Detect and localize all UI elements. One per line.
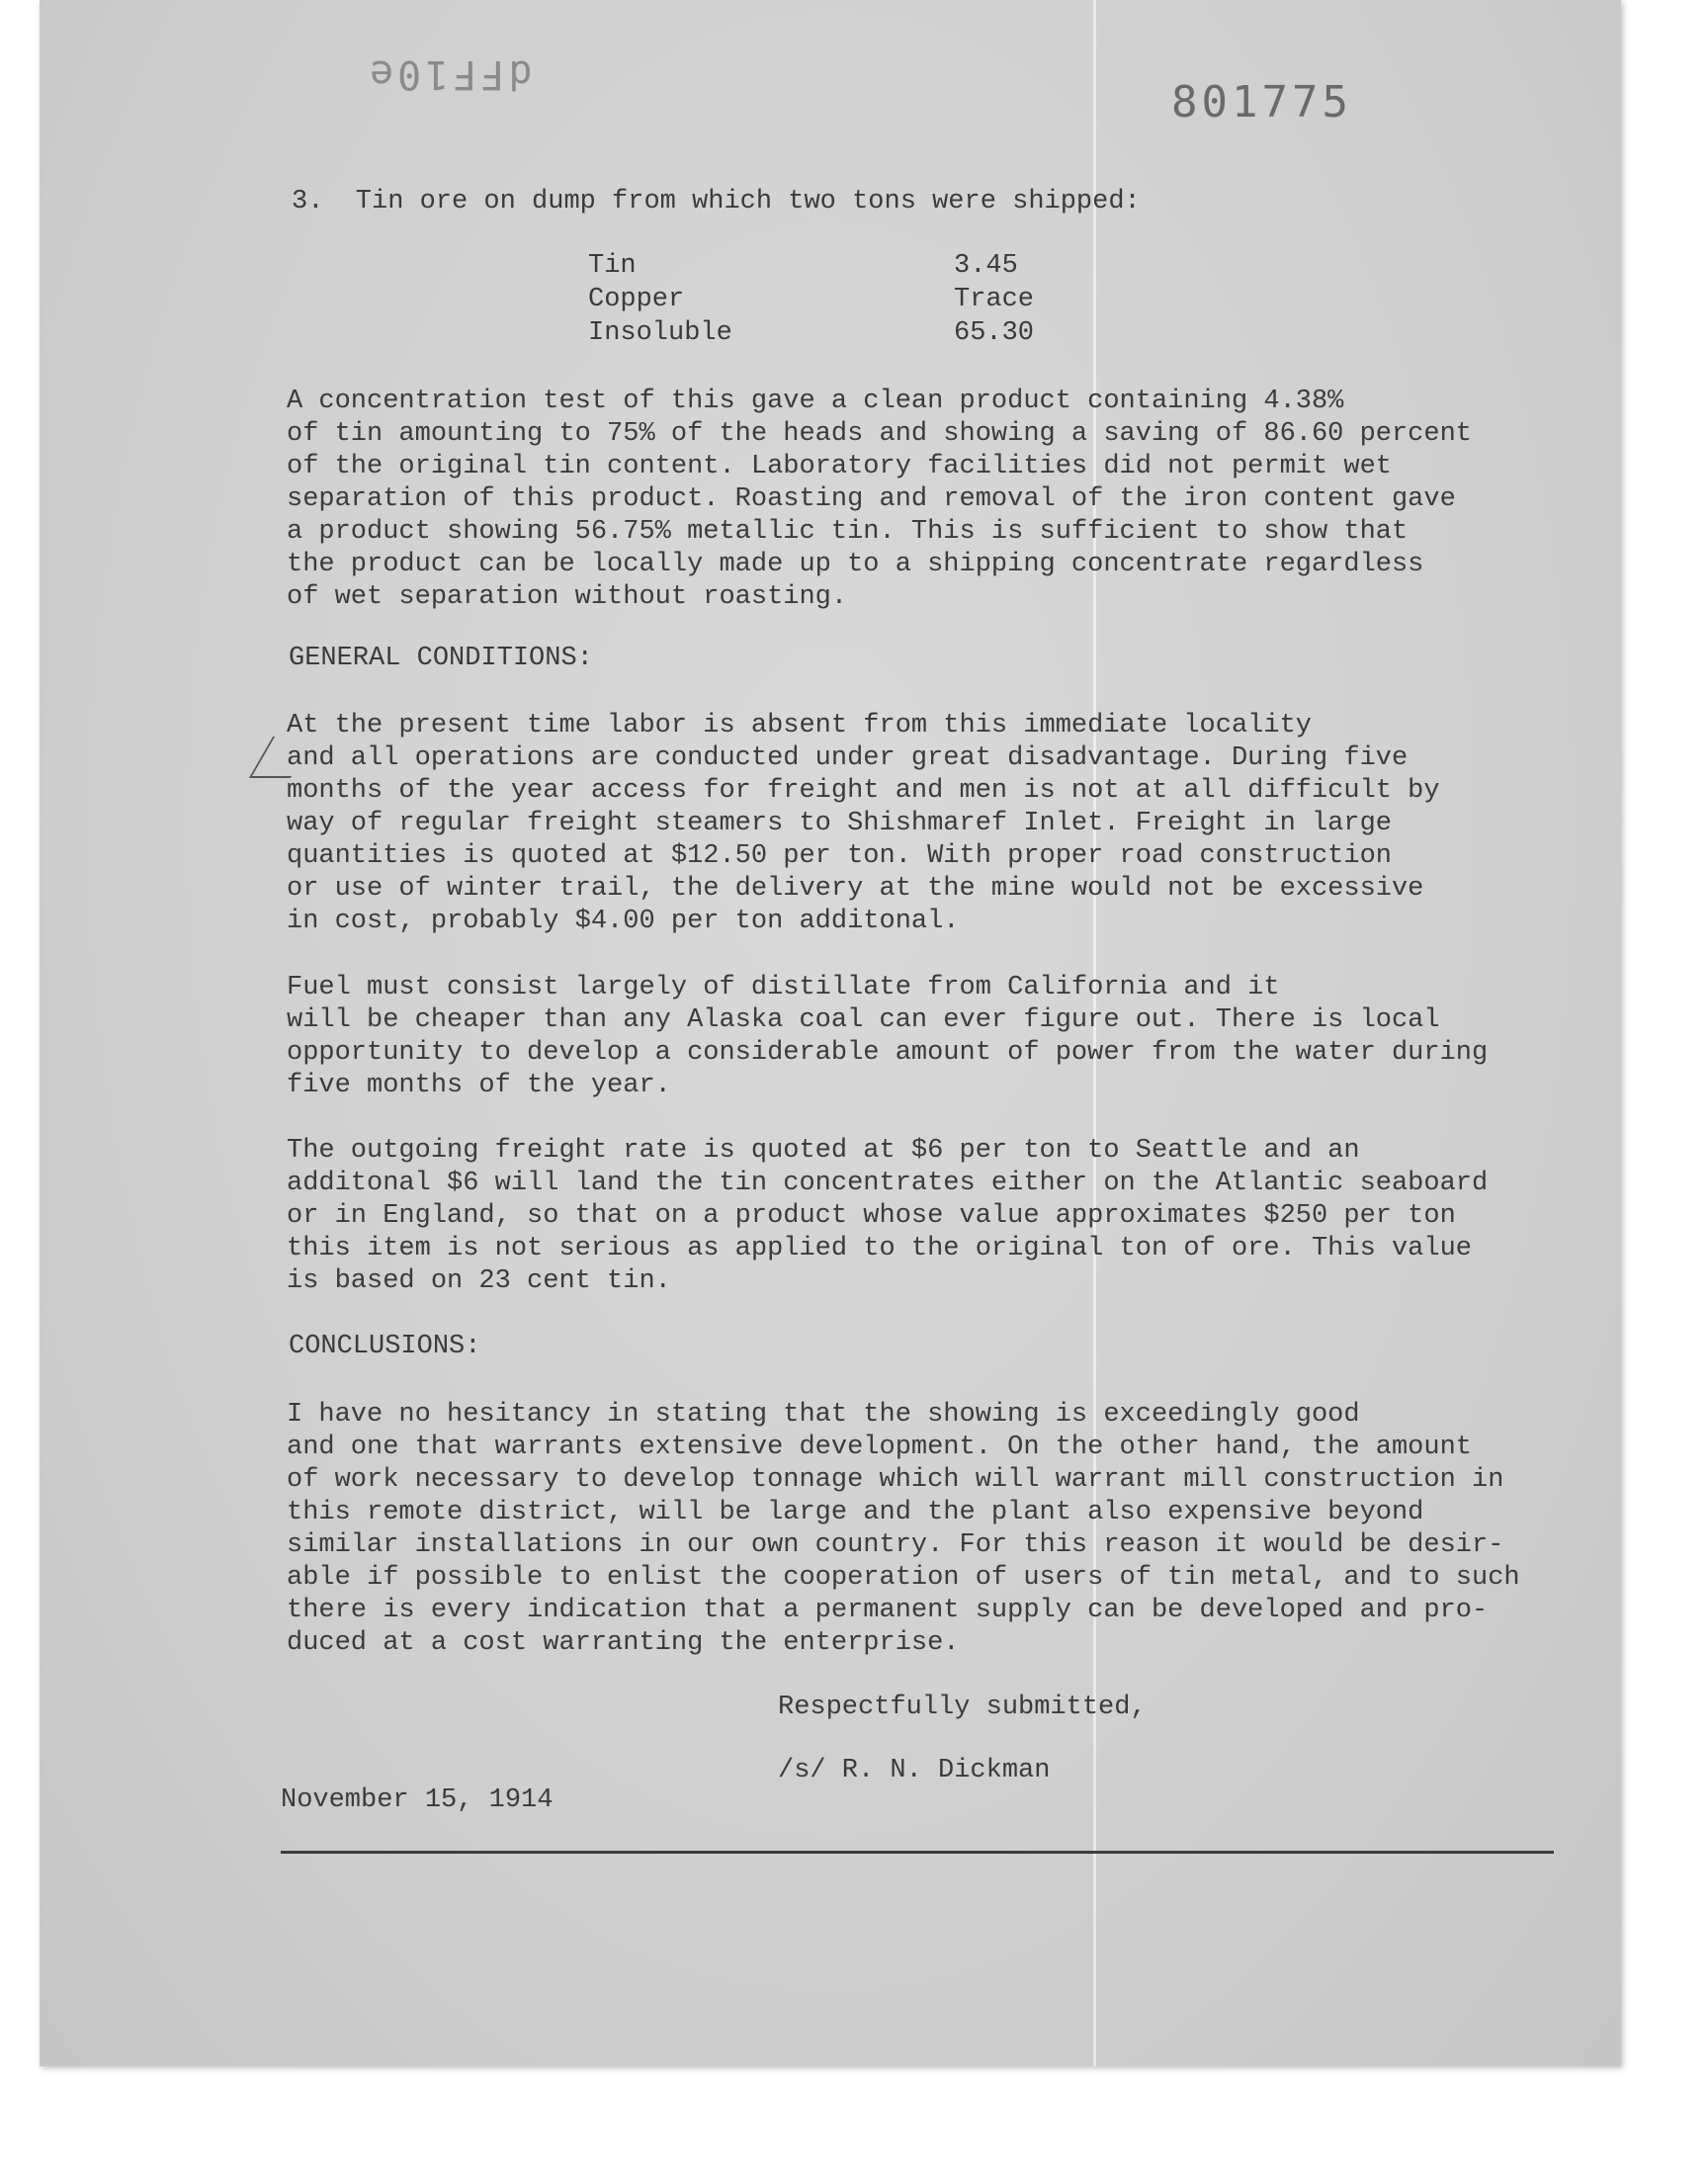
ore-assay-label: Copper	[588, 285, 685, 314]
ore-assay-table	[588, 249, 1043, 350]
concentration-test-paragraph: A concentration test of this gave a clean product containing 4.38% of tin amounting to 75% of the heads and showing a saving of 86.60 percent of the original tin content. Laboratory facilities did not permit wet separation of this product. Roasting and removal of the iron content gave a product showing 56.75% metallic tin. This is sufficient to show that the product can be locally made up to a shipping concentrate regardless of wet separation without roasting.	[287, 387, 1472, 612]
labor-freight-paragraph: At the present time labor is absent from this immediate locality and all operations are conducted under great disadvantage. During five months of the year access for freight and men is not at all difficult by way of regular freight steamers to Shishmaref Inlet. Freight in large quantities is quoted at $12.50 per ton. With proper road construction or use of winter trail, the delivery at the mine would not be excessive in cost, probably $4.00 per ton additonal.	[287, 711, 1440, 936]
outgoing-freight-paragraph: The outgoing freight rate is quoted at $6 per ton to Seattle and an additonal $6 will land the tin concentrates either on the Atlantic seaboard or in England, so that on a product whose value approximates $250 per ton this item is not serious as applied to the original ton of ore. This value is based on 23 cent tin.	[287, 1136, 1489, 1296]
conclusions-paragraph: I have no hesitancy in stating that the showing is exceedingly good and one that warrants extensive development. On the other hand, the amount of work necessary to develop tonnage which will warrant mill construction in this remote district, will be large and the plant also expensive beyond similar installations in our own country. For this reason it would be desir- able if possible to enlist the cooperation of users of tin metal, and to such there is every indication that a permanent supply can be developed and pro- duced at a cost warranting the enterprise.	[287, 1400, 1520, 1658]
signature: /s/ R. N. Dickman	[778, 1756, 1051, 1785]
bottom-rule	[281, 1851, 1554, 1854]
fuel-paragraph: Fuel must consist largely of distillate from California and it will be cheaper than any Alaska coal can ever figure out. There is local opportunity to develop a considerable amount of power from the water during five months of the year.	[287, 973, 1489, 1100]
ore-assay-row	[588, 316, 1043, 350]
archive-stamp-upside-down: dFF10e	[366, 51, 533, 97]
item-3-heading: 3. Tin ore on dump from which two tons were shipped:	[292, 187, 1141, 217]
archive-page-number: 801775	[1171, 77, 1352, 128]
ore-assay-label: Tin	[588, 251, 637, 281]
ore-assay-label: Insoluble	[588, 318, 732, 348]
closing-salutation: Respectfully submitted,	[778, 1693, 1147, 1722]
document-page	[40, 0, 1621, 2066]
conclusions-heading: CONCLUSIONS:	[289, 1332, 481, 1361]
ore-assay-row	[588, 283, 1043, 316]
ore-assay-value: 3.45	[954, 251, 1018, 281]
ore-assay-value: 65.30	[954, 318, 1035, 348]
document-date: November 15, 1914	[281, 1785, 554, 1815]
ore-assay-row	[588, 249, 1043, 283]
ore-assay-value: Trace	[954, 285, 1035, 314]
general-conditions-heading: GENERAL CONDITIONS:	[289, 644, 593, 673]
